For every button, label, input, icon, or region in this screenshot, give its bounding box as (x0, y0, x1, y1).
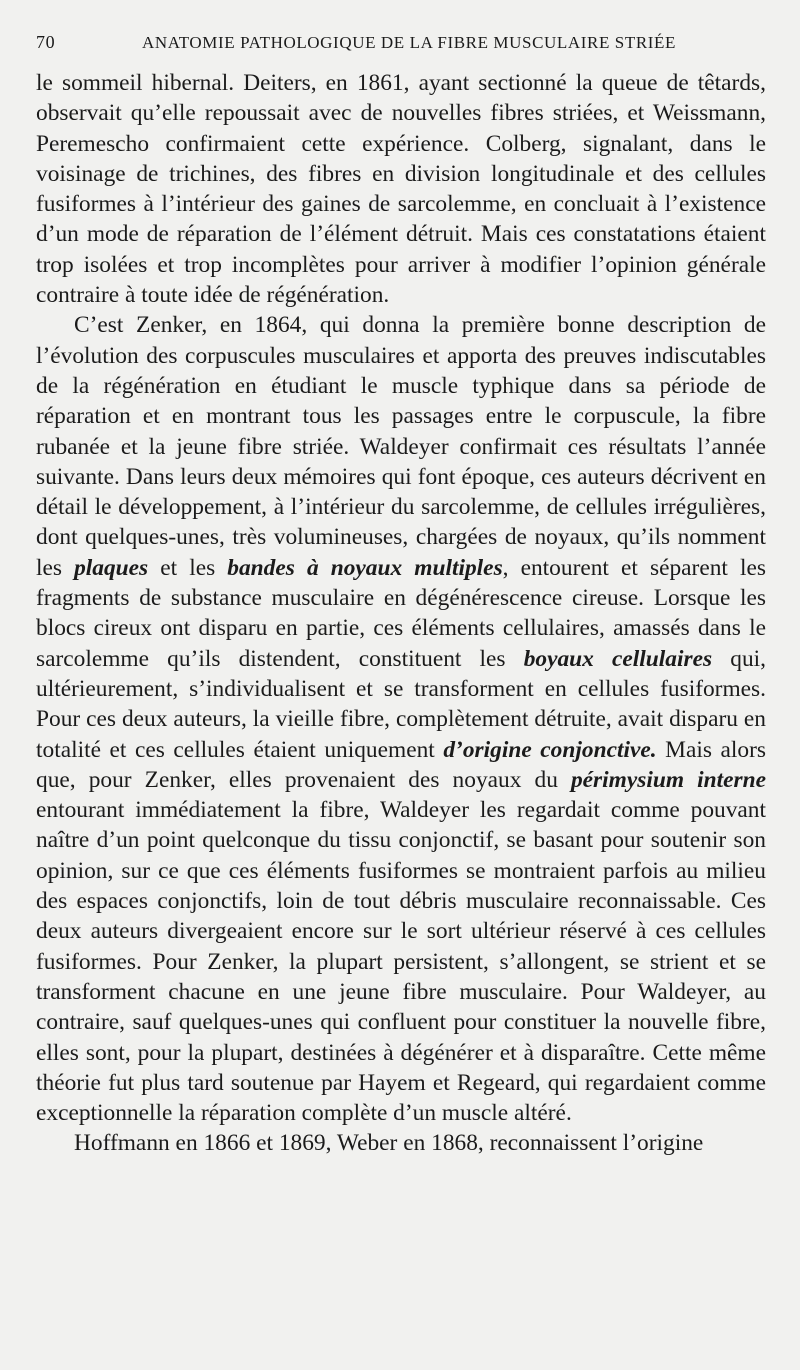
paragraph-text: , entourent et séparent les fragments de substance musculaire en dégénérescence cireuse. Lorsque les blocs cireux ont disparu en partie, ces éléments cellulaires, amassés dans le sarcolemme qu’ils distendent, constituent les (36, 554, 766, 672)
paragraph-text: entourant immédiatement la fibre, Waldeyer les regardait comme pouvant naître d’un point quelconque du tissu conjonctif, se basant pour soutenir son opinion, sur ce que ces éléments fusiformes se montraient parfois au milieu des espaces conjonctifs, loin de tout débris musculaire reconnaissable. Ces deux auteurs divergeaient encore sur le sort ultérieur réservé à ces cellules fusiformes. Pour Zenker, la plupart persistent, s’allongent, se strient et se transforment chacune en une jeune fibre musculaire. Pour Waldeyer, au contraire, sauf quelques-unes qui confluent pour constituer la nouvelle fibre, elles sont, pour la plupart, destinées à dégénérer et à disparaître. Cette même théorie fut plus tard soutenue par Hayem et Regeard, qui regardaient comme exceptionnelle la réparation complète d’un muscle altéré. (36, 797, 766, 1127)
paragraph-text: et les (148, 554, 228, 581)
paragraph (36, 1128, 766, 1158)
paragraph (36, 68, 766, 310)
paragraph-text: Hoffmann en 1866 et 1869, Weber en 1868, reconnaissent l’origine (74, 1130, 704, 1157)
paragraph (36, 310, 766, 1128)
emphasized-text: périmysium interne (570, 766, 766, 793)
body-text (36, 68, 766, 1159)
paragraph-text: le sommeil hibernal. Deiters, en 1861, ayant sectionné la queue de têtards, observait qu’elle repoussait avec de nouvelles fibres striées, et Weissmann, Peremescho confirmaient cette expérience. Colberg, signalant, dans le voisinage de trichines, des fibres en division longitudinale et des cellules fusiformes à l’intérieur des gaines de sarcolemme, en concluait à l’existence d’un mode de réparation de l’élément détruit. Mais ces constatations étaient trop isolées et trop incomplètes pour arriver à modifier l’opinion générale contraire à toute idée de régénération. (36, 70, 766, 309)
emphasized-text: d’origine conjonctive. (443, 736, 657, 763)
running-title: ANATOMIE PATHOLOGIQUE DE LA FIBRE MUSCULAIRE STRIÉE (141, 33, 676, 52)
paragraph-text: Mais alors que, pour Zenker, elles provenaient des noyaux du (36, 736, 766, 793)
paragraph-text: qui, ultérieurement, s’individualisent et se transforment en cellules fusiformes. Pour ces deux auteurs, la vieille fibre, complètement détruite, avait disparu en totalité et ces cellules étaient uniquement (36, 645, 766, 763)
page-header (36, 32, 766, 60)
emphasized-text: boyaux cellulaires (523, 645, 713, 672)
page-number: 70 (36, 32, 56, 52)
emphasized-text: plaques (74, 554, 149, 581)
paragraph-text: C’est Zenker, en 1864, qui donna la première bonne description de l’évolution des corpuscules musculaires et apporta des preuves indiscutables de la régénération en étudiant le muscle typhique dans sa période de réparation et en montrant tous les passages entre le corpuscule, la fibre rubanée et la jeune fibre striée. Waldeyer confirmait ces résultats l’année suivante. Dans leurs deux mémoires qui font époque, ces auteurs décrivent en détail le développement, à l’intérieur du sarcolemme, de cellules irrégulières, dont quelques-unes, très volumineuses, chargées de noyaux, qu’ils nomment les (36, 312, 766, 581)
emphasized-text: bandes à noyaux multiples (227, 554, 503, 581)
